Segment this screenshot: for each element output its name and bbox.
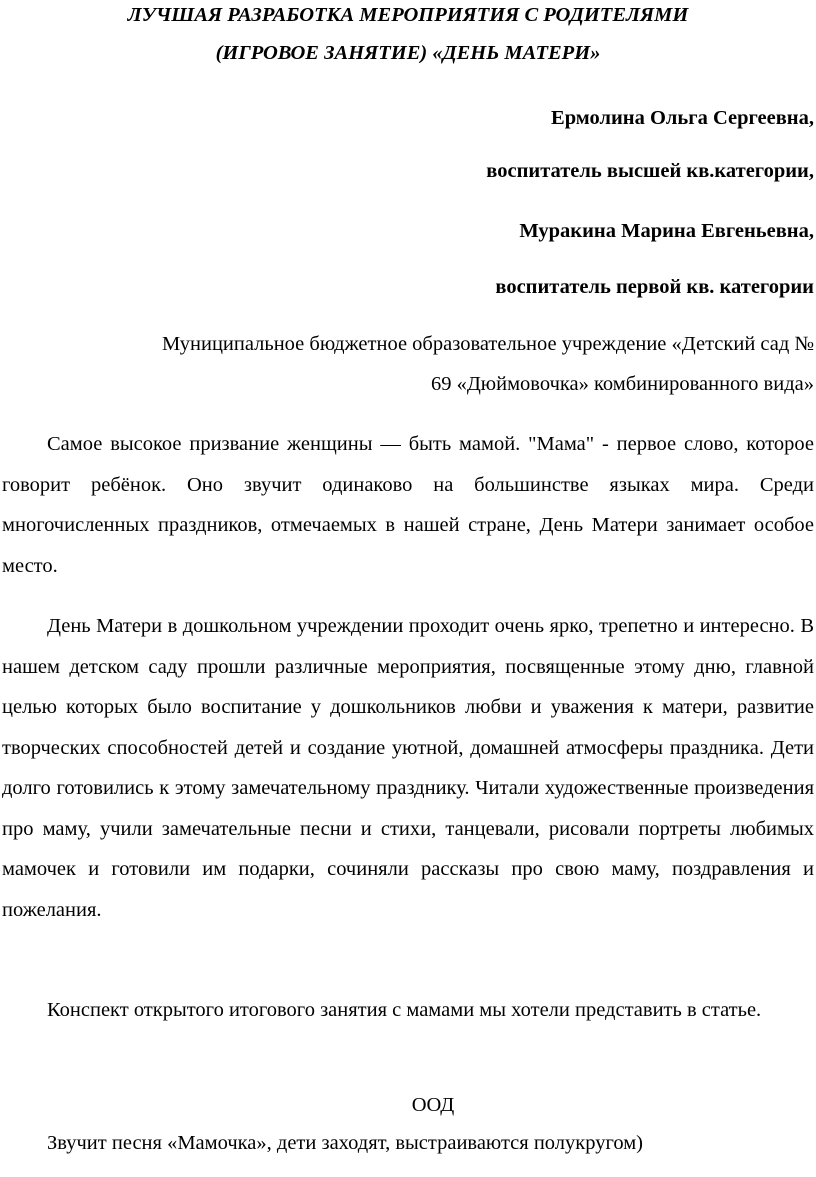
section-heading: ООД: [411, 1094, 455, 1116]
document-title-line-1: ЛУЧШАЯ РАЗРАБОТКА МЕРОПРИЯТИЯ С РОДИТЕЛЯМИ: [127, 4, 689, 26]
author-1-role: воспитатель высшей кв.категории,: [486, 160, 814, 182]
body-paragraph-1: Самое высокое призвание женщины — быть мамой. "Мама" - первое слово, которое говорит ребёнок. Оно звучит одинаково на большинстве языках мира. Среди многочисленных праздников, отмечаемых в нашей стране, День Матери занимает особое место.: [2, 433, 814, 577]
author-1-name: Ермолина Ольга Сергеевна,: [551, 107, 814, 129]
organization-line-1: Муниципальное бюджетное образовательное учреждение «Детский сад №: [162, 333, 814, 355]
body-last-line: Звучит песня «Мамочка», дети заходят, выстраиваются полукругом): [47, 1132, 644, 1154]
author-2-name: Муракина Марина Евгеньевна,: [519, 220, 814, 242]
author-2-role: воспитатель первой кв. категории: [495, 276, 814, 298]
body-paragraph-2: День Матери в дошкольном учреждении проходит очень ярко, трепетно и интересно. В нашем детском саду прошли различные мероприятия, посвященные этому дню, главной целью которых было воспитание у дошкольников любви и уважения к матери, развитие творческих способностей детей и создание уютной, домашней атмосферы праздника. Дети долго готовились к этому замечательному празднику. Читали художественные произведения про маму, учили замечательные песни и стихи, танцевали, рисовали портреты любимых мамочек и готовили им подарки, сочиняли рассказы про свою маму, поздравления и пожелания.: [2, 615, 814, 921]
document-title-line-2: (ИГРОВОЕ ЗАНЯТИЕ) «ДЕНЬ МАТЕРИ»: [215, 42, 601, 64]
body-paragraph-3: Конспект открытого итогового занятия с мамами мы хотели представить в статье.: [47, 999, 762, 1021]
organization-line-2: 69 «Дюймовочка» комбинированного вида»: [430, 373, 814, 395]
